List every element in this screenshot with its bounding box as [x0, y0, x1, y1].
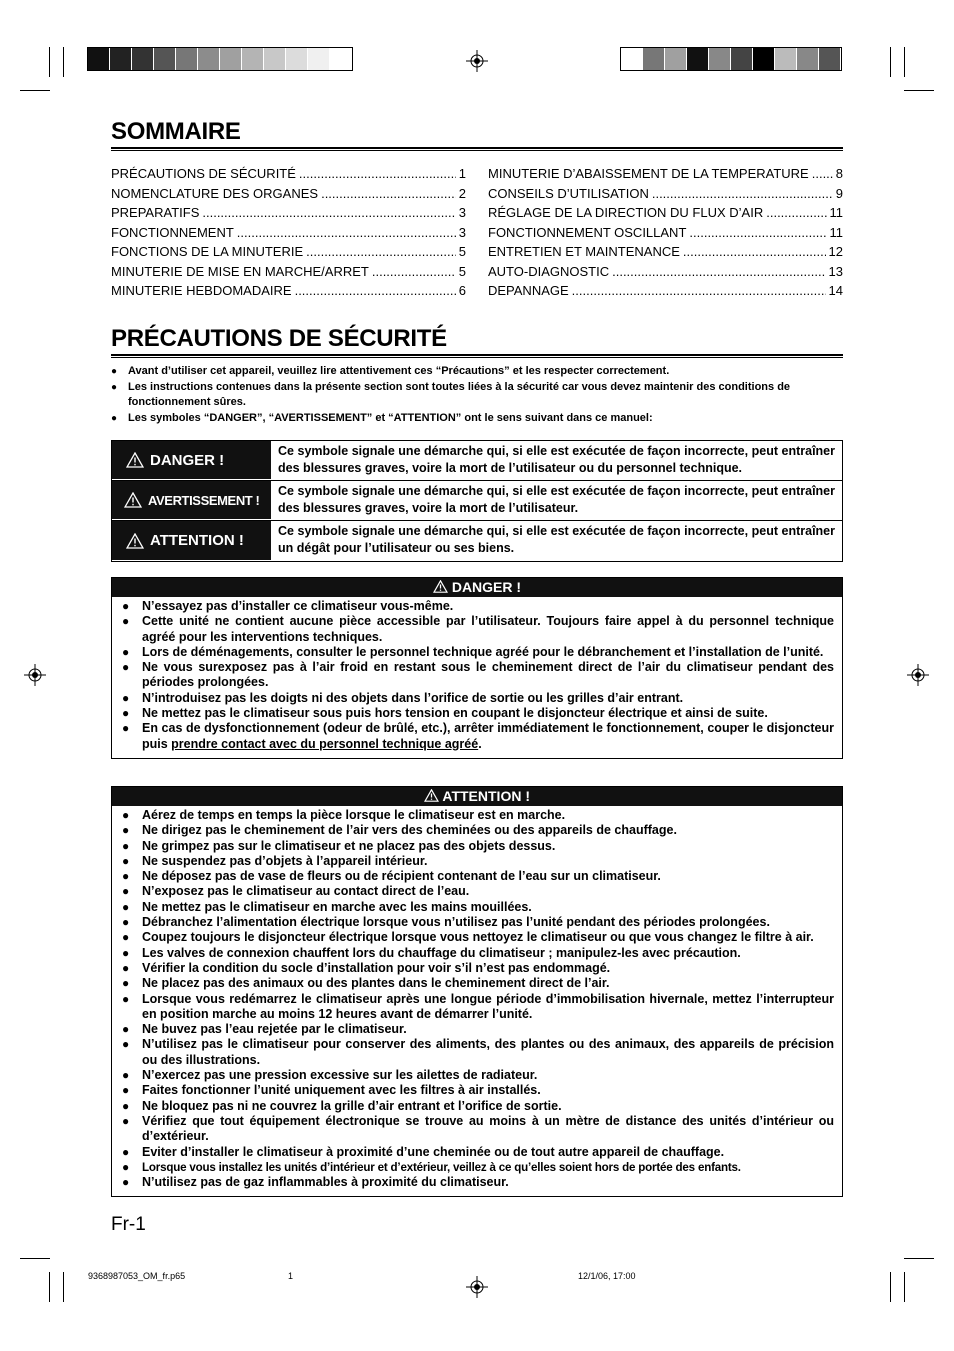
- color-swatch: [753, 48, 775, 70]
- intro-item: ● Les instructions contenues dans la présente section sont toutes liées à la sécurité car vous devez maintenir des conditions de fonctionnement sûres.: [111, 380, 843, 411]
- toc-entry-page: 9: [835, 185, 843, 201]
- warning-triangle-icon: [126, 452, 144, 468]
- attention-item: ● Vérifiez que tout équipement électronique se trouve au moins à un mètre de distance des unités d’intérieur ou d’extérieur.: [122, 1114, 834, 1145]
- toc-entry-title: FONCTIONNEMENT OSCILLANT: [488, 224, 687, 240]
- divider: [111, 147, 843, 151]
- toc-leader-dots: [683, 242, 826, 262]
- toc-entry-title: DEPANNAGE: [488, 283, 569, 298]
- toc-leader-dots: [306, 242, 456, 262]
- legend-label: [112, 441, 271, 480]
- attention-item: ● Coupez toujours le disjoncteur électrique lorsque vous nettoyez le climatiseur ou que vous changez le filtre à air.: [122, 930, 834, 945]
- toc-entry-title: AUTO-DIAGNOSTIC: [488, 263, 610, 279]
- legend-label-text: DANGER !: [150, 451, 225, 469]
- color-swatch: [797, 48, 819, 70]
- toc-leader-dots: [237, 223, 456, 243]
- attention-item: ● Débranchez l’alimentation électrique lorsque vous n’utilisez pas l’unité pendant des périodes prolongées.: [122, 915, 834, 930]
- toc-entry: [111, 281, 466, 301]
- color-swatch: [154, 48, 176, 70]
- toc-entry-title: MINUTERIE HEBDOMADAIRE: [111, 283, 292, 298]
- toc-entry-page: 8: [835, 166, 843, 181]
- attention-item: ● Ne grimpez pas sur le climatiseur et ne placez pas des objets dessus.: [122, 839, 834, 854]
- attention-item: ● Lorsque vous redémarrez le climatiseur après une longue période d’immobilisation hivernale, mettez l’interrupteur en position marche au moins 12 heures avant de démarrer l’unité.: [122, 992, 834, 1023]
- toc-leader-dots: [295, 281, 456, 301]
- registration-mark-icon: [24, 664, 46, 686]
- danger-item-end: .: [478, 736, 482, 751]
- color-swatch: [709, 48, 731, 70]
- attention-box: [111, 786, 843, 1197]
- attention-item: ● Eviter d’installer le climatiseur à proximité d’une cheminée ou de tout autre appareil de chauffage.: [122, 1145, 834, 1160]
- toc-entry: [111, 242, 466, 262]
- toc-entry-page: 3: [458, 224, 466, 240]
- toc-entry-page: 6: [458, 283, 466, 298]
- toc-entry-page: 5: [458, 244, 466, 259]
- toc-entry-page: 1: [458, 166, 466, 181]
- toc-leader-dots: [572, 281, 826, 301]
- registration-mark-icon: [466, 50, 488, 72]
- toc-leader-dots: [299, 164, 456, 184]
- attention-item: ● Ne bloquez pas ni ne couvrez la grille d’air entrant et l’orifice de sortie.: [122, 1099, 834, 1114]
- legend-label: [112, 521, 271, 561]
- attention-item: ● N’exercez pas une pression excessive sur les ailettes de radiateur.: [122, 1068, 834, 1083]
- danger-list: [112, 597, 842, 758]
- toc-entry: [111, 223, 466, 243]
- toc-entry-title: MINUTERIE DE MISE EN MARCHE/ARRET: [111, 263, 369, 279]
- toc-leader-dots: [202, 203, 455, 223]
- color-swatch: [330, 48, 352, 70]
- toc-leader-dots: [612, 262, 825, 282]
- color-calibration-bar-right: [620, 47, 842, 71]
- attention-item: ● Ne déposez pas de vase de fleurs ou de récipient contenant de l’eau sur un climatiseur.: [122, 869, 834, 884]
- footer-file: 9368987053_OM_fr.p65: [88, 1271, 186, 1281]
- legend-row-danger: [112, 441, 842, 481]
- toc-entry-page: 3: [458, 205, 466, 220]
- warning-triangle-icon: [424, 789, 439, 802]
- symbol-legend-table: [111, 440, 843, 562]
- registration-mark-icon: [907, 664, 929, 686]
- color-swatch: [110, 48, 132, 70]
- color-swatch: [198, 48, 220, 70]
- toc-entry: [111, 262, 466, 282]
- toc-entry-title: FONCTIONNEMENT: [111, 224, 234, 240]
- intro-item: ● Les symboles “DANGER”, “AVERTISSEMENT” et “ATTENTION” ont le sens suivant dans ce manuel:: [111, 411, 843, 427]
- color-swatch: [264, 48, 286, 70]
- toc-entry-title: PREPARATIFS: [111, 205, 200, 220]
- toc-entry: [488, 223, 843, 243]
- attention-item: ● Ne dirigez pas le cheminement de l’air vers des cheminées ou des appareils de chauffage.: [122, 823, 834, 838]
- color-swatch: [775, 48, 797, 70]
- toc-entry-page: 11: [829, 224, 843, 240]
- divider: [111, 354, 843, 358]
- legend-label-text: ATTENTION !: [150, 532, 244, 549]
- toc-entry-page: 11: [829, 205, 843, 220]
- color-swatch: [665, 48, 687, 70]
- toc-entry-title: MINUTERIE D’ABAISSEMENT DE LA TEMPERATURE: [488, 166, 809, 181]
- danger-item-contact: prendre contact avec du personnel technique agréé: [171, 736, 479, 751]
- toc-entry-page: 12: [828, 244, 843, 259]
- toc-leader-dots: [652, 184, 833, 204]
- toc-entry: [111, 164, 466, 184]
- toc-entry-title: PRÉCAUTIONS DE SÉCURITÉ: [111, 166, 296, 181]
- attention-item: ● Aérez de temps en temps la pièce lorsque le climatiseur est en marche.: [122, 808, 834, 823]
- color-swatch: [88, 48, 110, 70]
- warning-triangle-icon: [126, 533, 144, 549]
- footer-sheet: 1: [288, 1271, 294, 1281]
- toc-entry: [488, 203, 843, 223]
- toc-entry-title: ENTRETIEN ET MAINTENANCE: [488, 244, 680, 259]
- toc-right-column: [488, 164, 843, 301]
- danger-box: [111, 577, 843, 759]
- toc-entry-title: RÉGLAGE DE LA DIRECTION DU FLUX D’AIR: [488, 205, 764, 220]
- color-calibration-bar-left: [87, 47, 353, 71]
- toc-leader-dots: [812, 164, 833, 184]
- attention-item: ● Les valves de connexion chauffent lors du chauffage du climatiseur ; manipulez-les avec précaution.: [122, 946, 834, 961]
- footer-date: 12/1/06, 17:00: [578, 1271, 636, 1281]
- color-swatch: [242, 48, 264, 70]
- warning-triangle-icon: [124, 492, 142, 508]
- danger-item: ● Cette unité ne contient aucune pièce accessible par l’utilisateur. Toujours faire appel à du personnel technique agréé pour les interventions techniques.: [122, 614, 834, 645]
- danger-item-text: En cas de dysfonctionnement (odeur de brûlé, etc.), arrêter immédiatement le fonctionnement, couper le disjoncteur puis: [142, 721, 834, 751]
- toc-title: SOMMAIRE: [111, 118, 241, 145]
- attention-item: ● N’utilisez pas le climatiseur pour conserver des aliments, des plantes ou des animaux, des appareils de précision ou des illustrations.: [122, 1037, 834, 1068]
- attention-item: ● N’utilisez pas de gaz inflammables à proximité du climatiseur.: [122, 1175, 834, 1190]
- color-swatch: [132, 48, 154, 70]
- color-swatch: [731, 48, 753, 70]
- page-number: Fr-1: [111, 1214, 146, 1235]
- safety-title: PRÉCAUTIONS DE SÉCURITÉ: [111, 325, 447, 352]
- legend-row-attention: [112, 521, 842, 561]
- toc-entry-title: CONSEILS D’UTILISATION: [488, 185, 649, 201]
- legend-description: Ce symbole signale une démarche qui, si elle est exécutée de façon incorrecte, peut entraîner un dégât pour l’utilisateur ou ses biens.: [278, 524, 835, 555]
- attention-item: ● Ne suspendez pas d’objets à l’appareil intérieur.: [122, 854, 834, 869]
- danger-item: ● N’essayez pas d’installer ce climatiseur vous-même.: [122, 599, 834, 614]
- toc-entry-page: 13: [828, 263, 843, 279]
- toc-entry: [488, 281, 843, 301]
- legend-description: Ce symbole signale une démarche qui, si elle est exécutée de façon incorrecte, peut entraîner des blessures graves, voire la mort de l’utilisateur ou du personnel technique.: [278, 444, 835, 475]
- attention-item: ● Ne placez pas des animaux ou des plantes dans le cheminement direct de l’air.: [122, 976, 834, 991]
- toc-left-column: [111, 164, 466, 301]
- toc-entry-page: 2: [458, 185, 466, 201]
- warning-triangle-icon: [433, 580, 448, 593]
- legend-label-text: AVERTISSEMENT !: [148, 492, 260, 508]
- attention-item: ● Ne buvez pas l’eau rejetée par le climatiseur.: [122, 1022, 834, 1037]
- color-swatch: [220, 48, 242, 70]
- registration-mark-icon: [466, 1276, 488, 1298]
- toc-leader-dots: [766, 203, 826, 223]
- toc-entry: [488, 242, 843, 262]
- attention-box-header: [112, 787, 842, 806]
- toc-entry: [488, 262, 843, 282]
- legend-description: Ce symbole signale une démarche qui, si elle est exécutée de façon incorrecte, peut entraîner des blessures graves, voire la mort de l’utilisateur.: [278, 484, 835, 515]
- danger-item: ● Ne mettez pas le climatiseur sous puis hors tension en coupant le disjoncteur électrique et ainsi de suite.: [122, 706, 834, 721]
- color-swatch: [819, 48, 841, 70]
- attention-item: ● N’exposez pas le climatiseur au contact direct de l’eau.: [122, 884, 834, 899]
- legend-label: [112, 481, 271, 520]
- danger-item: ● Lors de déménagements, consulter le personnel technique agréé pour le débranchement et l’installation de l’unité.: [122, 645, 834, 660]
- intro-item: ● Avant d’utiliser cet appareil, veuillez lire attentivement ces “Précautions” et les respecter correctement.: [111, 364, 843, 380]
- toc-entry-page: 14: [828, 283, 843, 298]
- attention-item: ● Lorsque vous installez les unités d’intérieur et d’extérieur, veillez à ce qu’elles soient hors de portée des enfants.: [122, 1160, 834, 1175]
- toc-entry-page: 5: [458, 263, 466, 279]
- color-swatch: [286, 48, 308, 70]
- toc-leader-dots: [372, 262, 456, 282]
- danger-box-header: [112, 578, 842, 597]
- toc-entry: [111, 203, 466, 223]
- toc-leader-dots: [321, 184, 456, 204]
- danger-item: [122, 721, 834, 752]
- color-swatch: [176, 48, 198, 70]
- attention-box-title: ATTENTION !: [442, 788, 530, 804]
- attention-item: ● Ne mettez pas le climatiseur en marche avec les mains mouillées.: [122, 900, 834, 915]
- toc-entry: [111, 184, 466, 204]
- toc-entry-title: NOMENCLATURE DES ORGANES: [111, 185, 319, 201]
- color-swatch: [621, 48, 643, 70]
- legend-row-avertissement: [112, 481, 842, 521]
- toc-entry: [488, 164, 843, 184]
- attention-list: [112, 806, 842, 1196]
- attention-item: ● Vérifier la condition du socle d’installation pour voir s’il n’est pas endommagé.: [122, 961, 834, 976]
- color-swatch: [308, 48, 330, 70]
- danger-item: ● Ne vous surexposez pas à l’air froid en restant sous le cheminement direct de l’air du climatiseur pendant des périodes prolongées.: [122, 660, 834, 691]
- toc-entry-title: FONCTIONS DE LA MINUTERIE: [111, 244, 304, 259]
- color-swatch: [687, 48, 709, 70]
- intro-list: [111, 364, 843, 426]
- danger-item: ● N’introduisez pas les doigts ni des objets dans l’orifice de sortie ou les grilles d’air entrant.: [122, 691, 834, 706]
- danger-box-title: DANGER !: [451, 579, 522, 595]
- attention-item: ● Faites fonctionner l’unité uniquement avec les filtres à air installés.: [122, 1083, 834, 1098]
- toc-leader-dots: [689, 223, 826, 243]
- color-swatch: [643, 48, 665, 70]
- toc-entry: [488, 184, 843, 204]
